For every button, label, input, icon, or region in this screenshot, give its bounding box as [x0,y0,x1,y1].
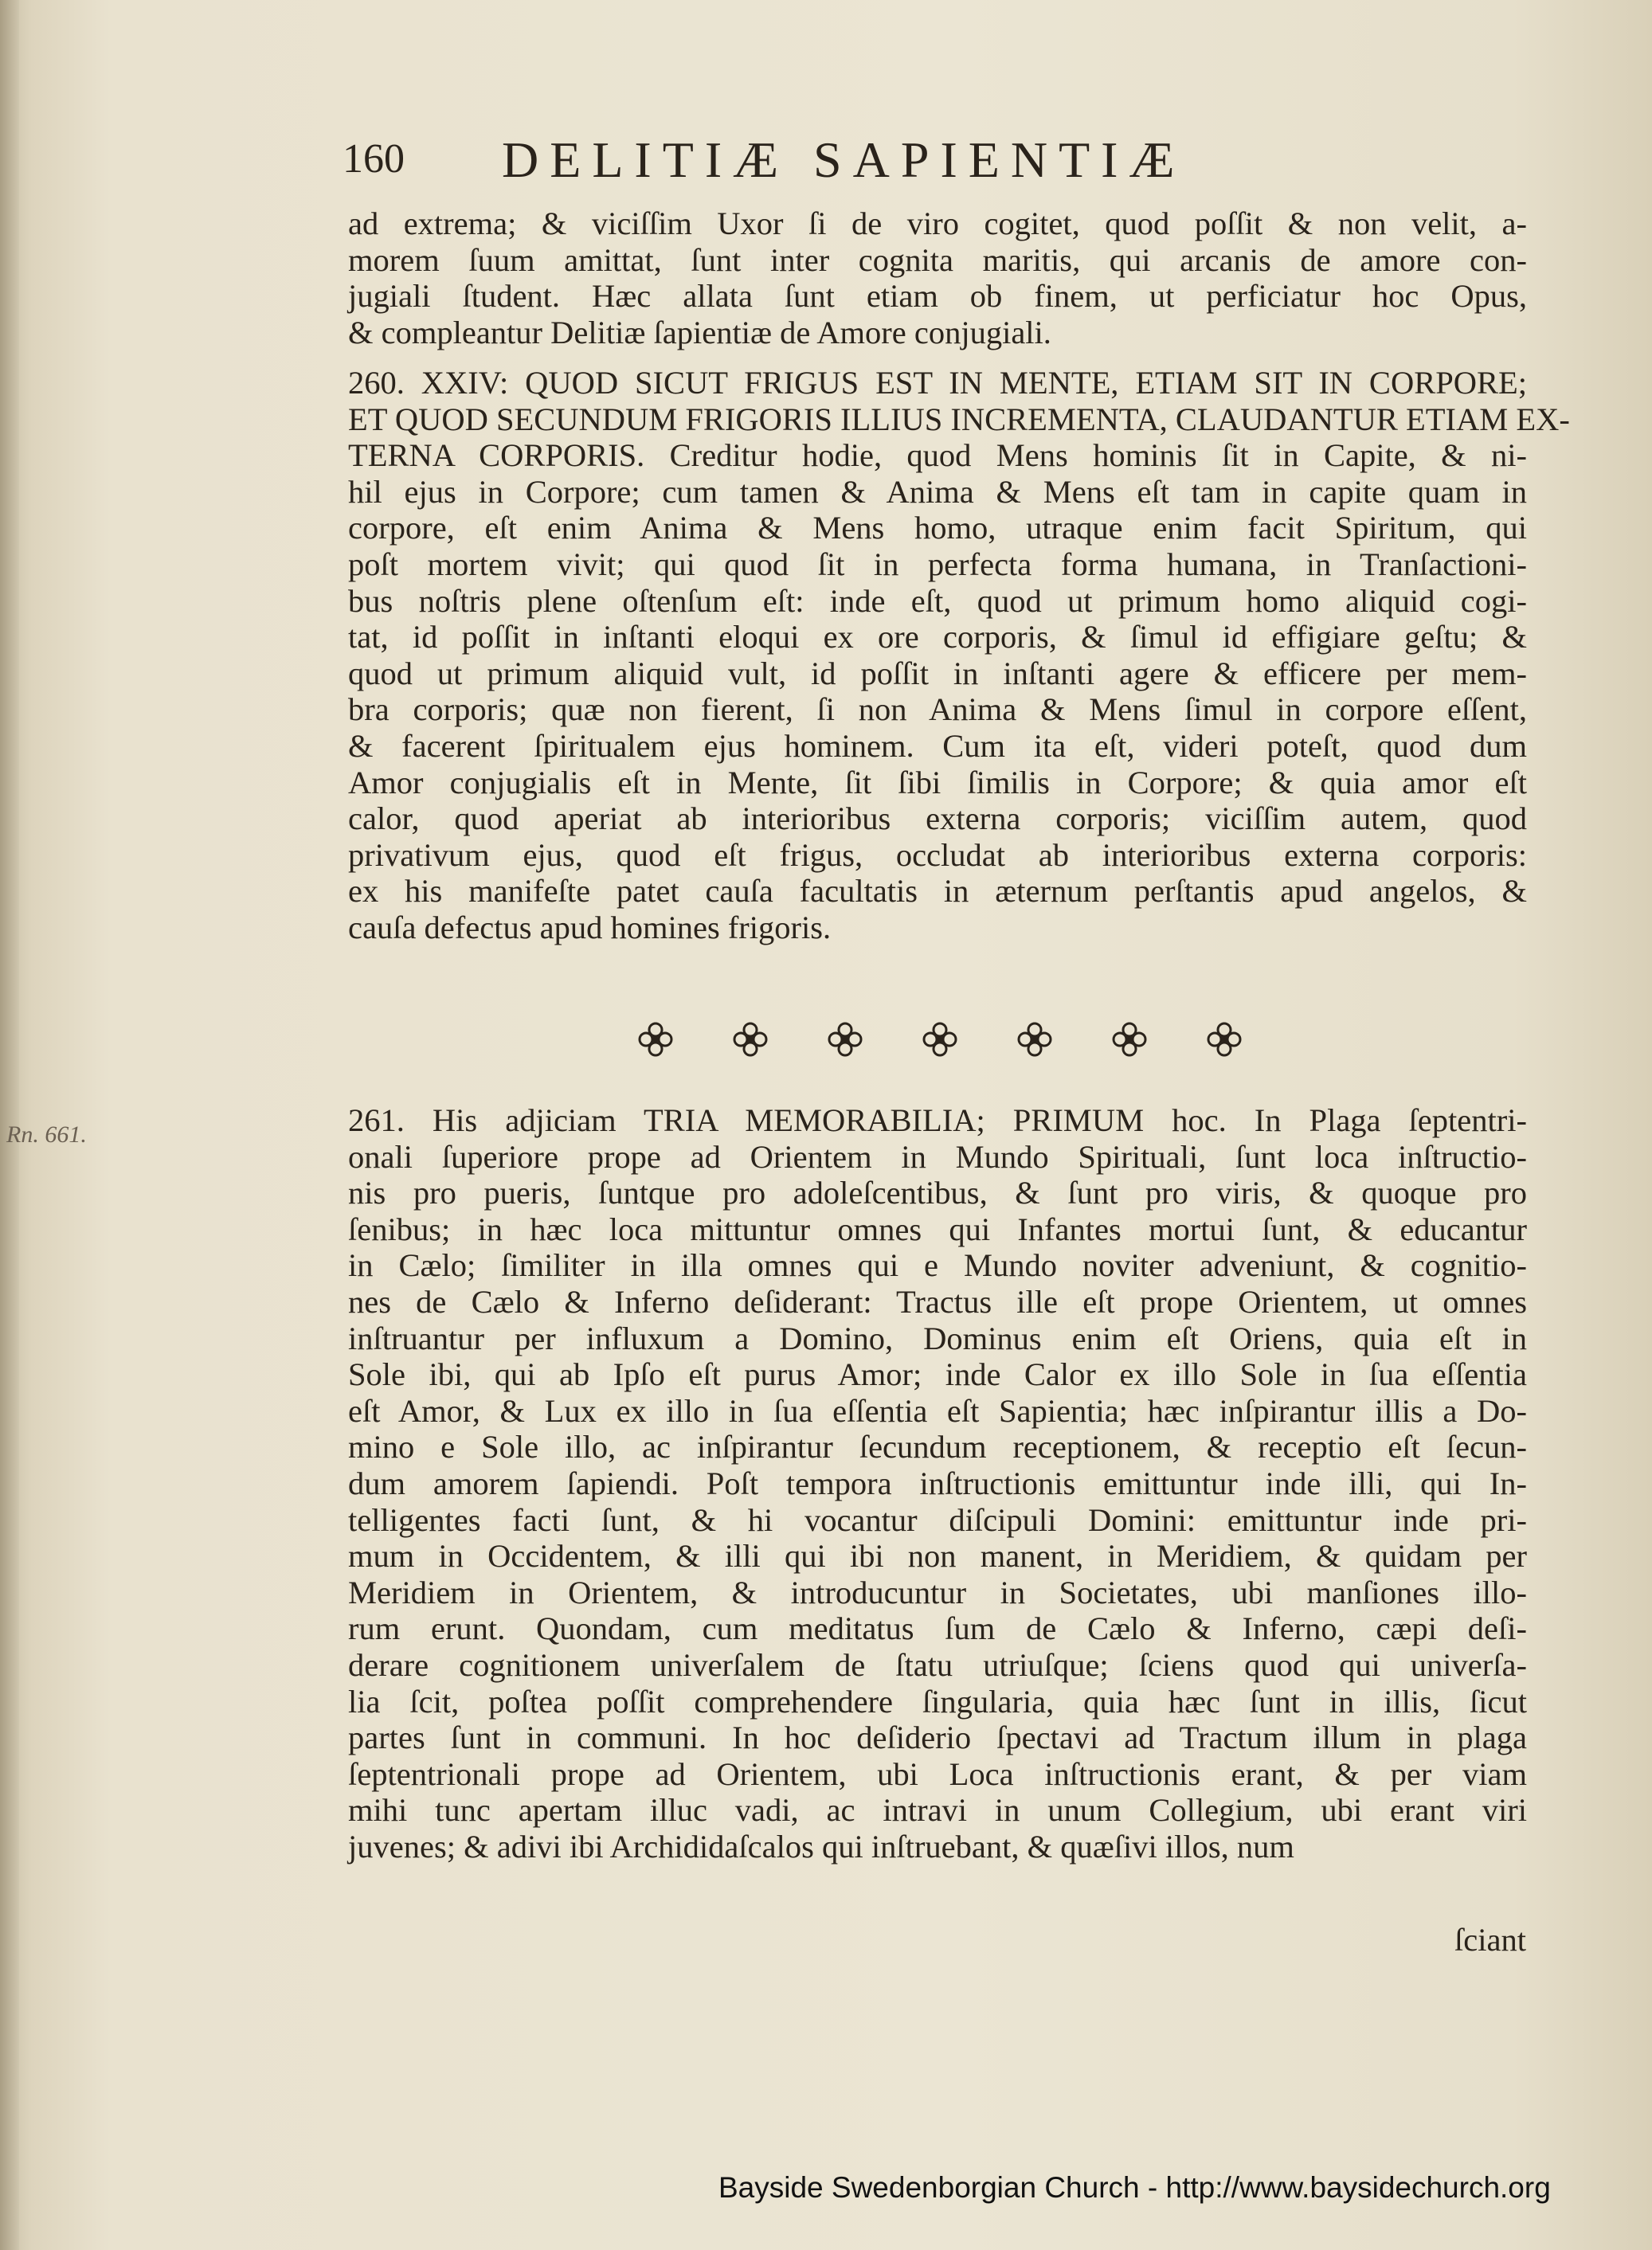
paragraph-261-line: Meridiem in Orientem, & introducuntur in Societates, ubi manſiones illo- [348,1574,1527,1610]
page-header [343,131,1553,190]
paragraph-261-line: onali ſuperiore prope ad Orientem in Mundo Spirituali, ſunt loca inſtructio- [348,1138,1527,1175]
paragraph-261-line: mino e Sole illo, ac inſpirantur ſecundum receptionem, & receptio eſt ſecun- [348,1429,1527,1465]
fleuron-ornament-icon [1206,1021,1243,1069]
paragraph-261-line: rum erunt. Quondam, cum meditatus ſum de Cælo & Inferno, cæpi deſi- [348,1610,1527,1647]
paragraph-260-line: ET QUOD SECUNDUM FRIGORIS ILLIUS INCREMENTA, CLAUDANTUR ETIAM EX- [348,401,1570,437]
paragraph-261 [348,1102,1527,1865]
paragraph-261-line: juvenes; & adivi ibi Archididaſcalos qui inſtruebant, & quæſivi illos, num [348,1828,1294,1865]
paragraph-260-line: hil ejus in Corpore; cum tamen & Anima & Mens eſt tam in capite quam in [348,473,1527,510]
section-ornament-row [637,1021,1243,1069]
paragraph-259-continuation [348,205,1527,350]
paragraph-260-line: & facerent ſpiritualem ejus hominem. Cum ita eſt, videri poteſt, quod dum [348,727,1527,764]
paragraph-260-line: cauſa defectus apud homines frigoris. [348,909,832,945]
paragraph-259-line: ad extrema; & viciſſim Uxor ſi de viro cogitet, quod poſſit & non velit, a- [348,205,1527,241]
page-number: 160 [343,136,405,182]
paragraph-261-line: nis pro pueris, ſuntque pro adoleſcentibus, & ſunt pro viris, & quoque pro [348,1175,1527,1211]
paragraph-261-line: partes ſunt in communi. In hoc deſiderio ſpectavi ad Tractum illum in plaga [348,1720,1527,1756]
fleuron-ornament-icon [1016,1021,1053,1069]
paragraph-260-line: Amor conjugialis eſt in Mente, ſit ſibi ſimilis in Corpore; & quia amor eſt [348,764,1527,800]
paragraph-260-line: poſt mortem vivit; qui quod ſit in perfecta forma humana, in Tranſactioni- [348,546,1527,582]
paragraph-261-line: 261. His adjiciam TRIA MEMORABILIA; PRIMUM hoc. In Plaga ſeptentri- [348,1102,1527,1138]
paragraph-261-line: dum amorem ſapiendi. Poſt tempora inſtructionis emittuntur inde illi, qui In- [348,1465,1527,1501]
watermark-credit: Bayside Swedenborgian Church - http://www.baysidechurch.org [718,2171,1551,2204]
paragraph-261-line: telligentes facti ſunt, & hi vocantur diſcipuli Domini: emittuntur inde pri- [348,1501,1527,1538]
paragraph-259-line: morem ſuum amittat, ſunt inter cognita maritis, qui arcanis de amore con- [348,241,1527,278]
paragraph-260-line: TERNA CORPORIS. Creditur hodie, quod Mens hominis ſit in Capite, & ni- [348,437,1527,474]
paragraph-260-line: 260. XXIV: QUOD SICUT FRIGUS EST IN MENTE, ETIAM SIT IN CORPORE; [348,365,1527,401]
paragraph-259-line: & compleantur Delitiæ ſapientiæ de Amore conjugiali. [348,314,1051,350]
paragraph-261-line: inſtruantur per influxum a Domino, Dominus enim eſt Oriens, quia eſt in [348,1320,1527,1356]
fleuron-ornament-icon [637,1021,674,1069]
paragraph-261-line: nes de Cælo & Inferno deſiderant: Tractus ille eſt prope Orientem, ut omnes [348,1283,1527,1320]
paragraph-260-line: bra corporis; quæ non fierent, ſi non Anima & Mens ſimul in corpore eſſent, [348,691,1527,728]
paragraph-261-line: in Cælo; ſimiliter in illa omnes qui e Mundo noviter adveniunt, & cognitio- [348,1247,1527,1284]
paragraph-260-line: quod ut primum aliquid vult, id poſſit in inſtanti agere & efficere per mem- [348,655,1527,691]
paragraph-261-line: Sole ibi, qui ab Ipſo eſt purus Amor; inde Calor ex illo Sole in ſua eſſentia [348,1356,1527,1393]
paragraph-261-line: ſeptentrionali prope ad Orientem, ubi Loca inſtructionis erant, & per viam [348,1755,1527,1792]
margin-annotation: Rn. 661. [6,1121,87,1148]
paragraph-261-line: mum in Occidentem, & illi qui ibi non manent, in Meridiem, & quidam per [348,1538,1527,1575]
paragraph-260-line: bus noſtris plene oſtenſum eſt: inde eſt, quod ut primum homo aliquid cogi- [348,582,1527,619]
paragraph-261-line: ſenibus; in hæc loca mittuntur omnes qui Infantes mortui ſunt, & educantur [348,1211,1527,1247]
paragraph-261-line: mihi tunc apertam illuc vadi, ac intravi in unum Collegium, ubi erant viri [348,1792,1527,1829]
catchword: ſciant [1454,1922,1526,1958]
fleuron-ornament-icon [732,1021,769,1069]
running-title: DELITIÆ SAPIENTIÆ [502,131,1186,188]
fleuron-ornament-icon [922,1021,958,1069]
paragraph-260 [348,365,1570,946]
paragraph-261-line: lia ſcit, poſtea poſſit comprehendere ſingularia, quia hæc ſunt in illis, ſicut [348,1683,1527,1720]
fleuron-ornament-icon [827,1021,863,1069]
paragraph-260-line: privativum ejus, quod eſt frigus, occludat ab interioribus externa corporis: [348,836,1527,873]
paragraph-260-line: tat, id poſſit in inſtanti eloqui ex ore corporis, & ſimul id effigiare geſtu; & [348,619,1527,655]
paragraph-260-line: ex his manifeſte patet cauſa facultatis in æternum perſtantis apud angelos, & [348,873,1527,910]
paragraph-261-line: derare cognitionem univerſalem de ſtatu utriuſque; ſciens quod qui univerſa- [348,1646,1527,1683]
paragraph-260-line: corpore, eſt enim Anima & Mens homo, utraque enim facit Spiritum, qui [348,510,1527,546]
fleuron-ornament-icon [1111,1021,1148,1069]
paragraph-260-line: calor, quod aperiat ab interioribus externa corporis; viciſſim autem, quod [348,800,1527,837]
paragraph-261-line: eſt Amor, & Lux ex illo in ſua eſſentia eſt Sapientia; hæc inſpirantur illis a Do- [348,1392,1527,1429]
paragraph-259-line: jugiali ſtudent. Hæc allata ſunt etiam ob finem, ut perficiatur hoc Opus, [348,278,1527,315]
